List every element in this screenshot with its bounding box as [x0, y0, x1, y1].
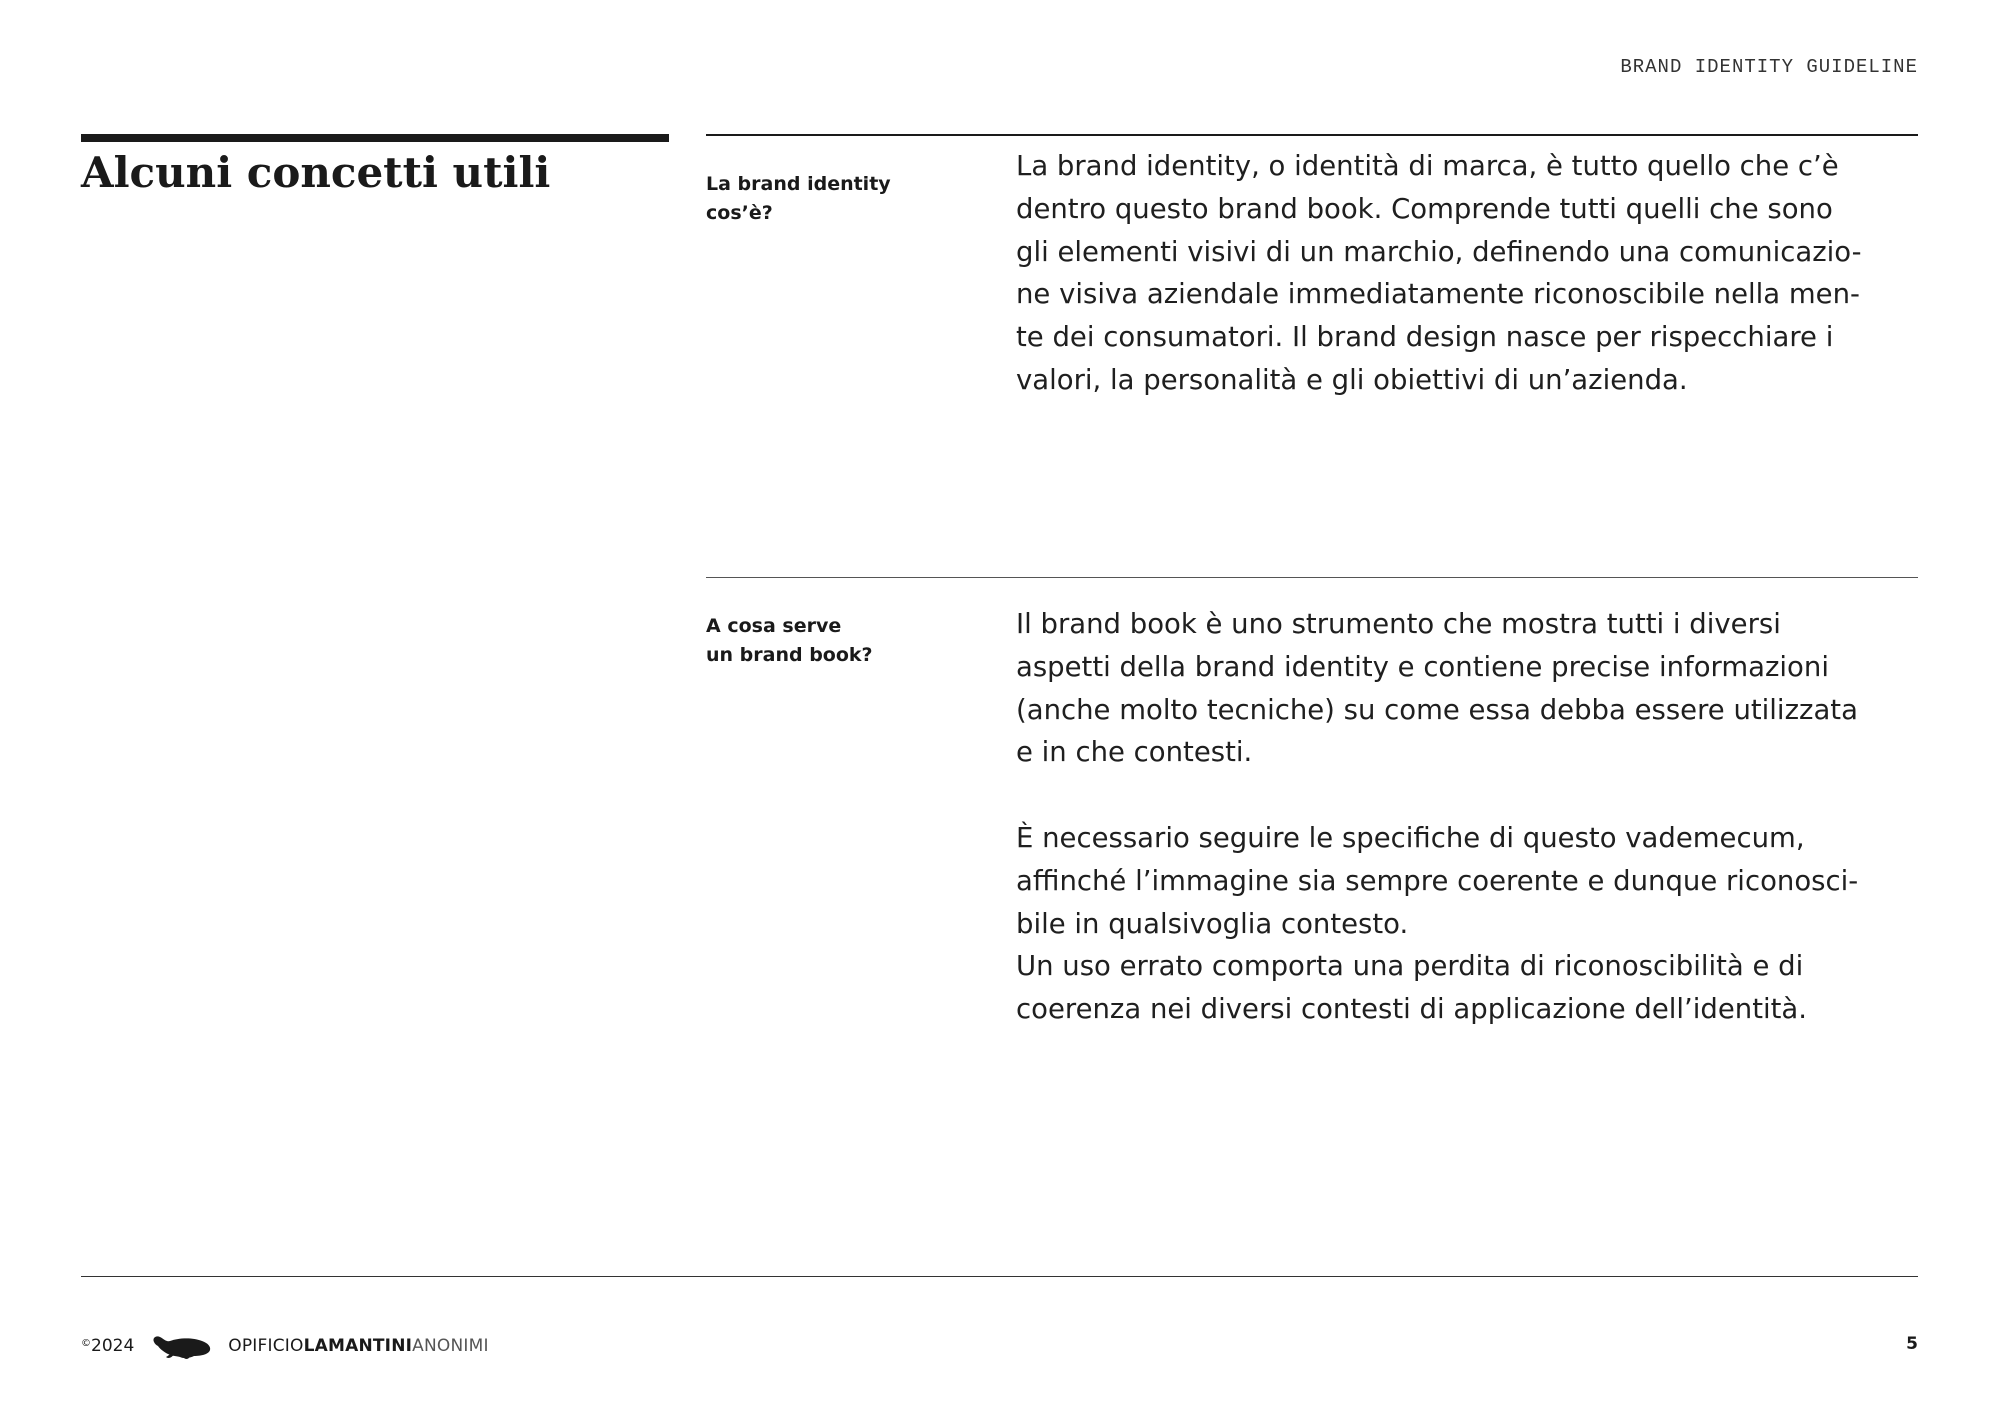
section-1-question — [706, 170, 976, 228]
section-divider-2 — [706, 577, 1918, 578]
footer-divider — [81, 1276, 1918, 1277]
copyright — [81, 1336, 134, 1356]
section-2-answer-line: Il brand book è uno strumento che mostra tutti i diversi — [1016, 608, 1781, 640]
section-1-answer-line: te dei consumatori. Il brand design nasce per rispecchiare i — [1016, 321, 1834, 354]
section-2-question-line: A cosa serve — [706, 615, 842, 637]
manatee-logo-icon — [150, 1332, 212, 1360]
section-2-answer-line: bile in qualsivoglia contesto. — [1016, 907, 1409, 940]
document-header-label: BRAND IDENTITY GUIDELINE — [1620, 56, 1918, 78]
section-2-answer-line: Un uso errato comporta una perdita di riconoscibilità e di — [1016, 950, 1804, 983]
section-2-answer-line: È necessario seguire le specifiche di questo vademecum, — [1016, 821, 1805, 854]
section-1-answer-line: gli elementi visivi di un marchio, definendo una comunicazio- — [1016, 235, 1862, 268]
section-2-answer-line: affinché l’immagine sia sempre coerente e dunque riconosci- — [1016, 864, 1859, 897]
section-1-answer-line: ne visiva aziendale immediatamente riconoscibile nella men- — [1016, 278, 1860, 311]
copyright-year: 2024 — [91, 1336, 135, 1356]
section-1-answer-line: dentro questo brand book. Comprende tutti quelli che sono — [1016, 192, 1833, 225]
section-1-answer — [1016, 145, 1921, 402]
copyright-symbol: © — [81, 1338, 91, 1349]
section-divider-1 — [706, 134, 1918, 136]
section-2-answer-line: e in che contesti. — [1016, 736, 1253, 769]
section-1-answer-line: valori, la personalità e gli obiettivi di un’azienda. — [1016, 363, 1688, 396]
page-number: 5 — [1906, 1334, 1918, 1354]
page-title: Alcuni concetti utili — [81, 148, 551, 197]
section-1-answer-line: La brand identity, o identità di marca, è tutto quello che c’è — [1016, 150, 1839, 182]
title-rule — [81, 134, 669, 142]
section-2-answer-line: (anche molto tecniche) su come essa debba essere utilizzata — [1016, 693, 1858, 726]
section-2-question-line: un brand book? — [706, 644, 873, 666]
paragraph-gap — [1016, 774, 1921, 817]
brand-name-part-2: LAMANTINI — [303, 1336, 413, 1356]
section-1-question-line: cos’è? — [706, 202, 773, 224]
brand-name-part-1: OPIFICIO — [228, 1336, 304, 1356]
section-2-question — [706, 612, 976, 670]
section-1-question-line: La brand identity — [706, 173, 891, 195]
brand-name-part-3: ANONIMI — [412, 1336, 489, 1356]
section-2-answer-line: aspetti della brand identity e contiene precise informazioni — [1016, 650, 1829, 683]
brand-name — [228, 1336, 488, 1356]
section-2-answer — [1016, 603, 1921, 1031]
section-2-answer-line: coerenza nei diversi contesti di applicazione dell’identità. — [1016, 993, 1808, 1026]
footer — [81, 1330, 489, 1362]
